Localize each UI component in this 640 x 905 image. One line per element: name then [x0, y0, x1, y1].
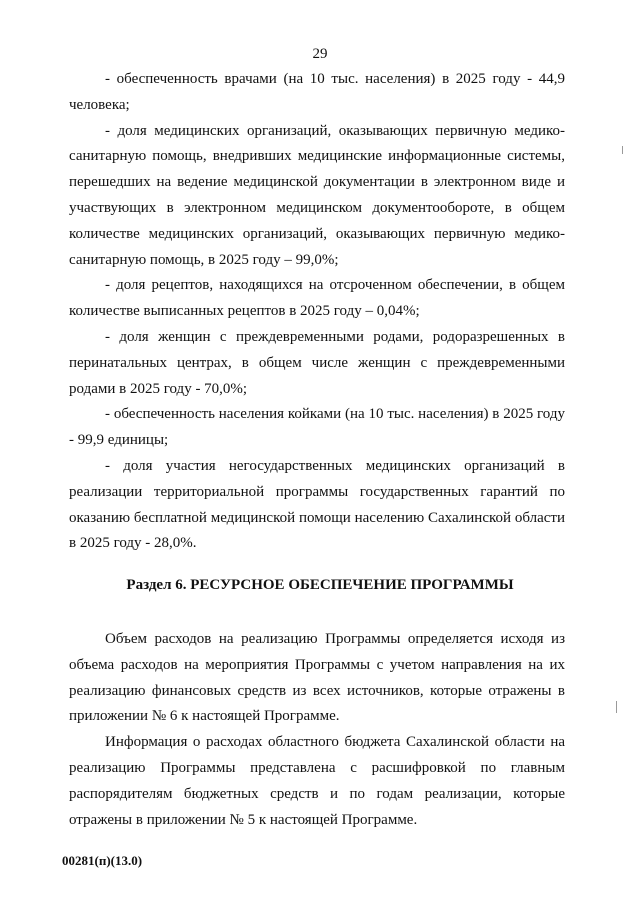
list-item: - обеспеченность населения койками (на 10 тыс. населения) в 2025 году - 99,9 единицы;: [69, 406, 565, 449]
list-item: - доля медицинских организаций, оказывающих первичную медико-санитарную помощь, внедривших медицинские информационные системы, перешедших на ведение медицинской документации в электронном виде и участвующих в электронном медицинском документообороте, в общем количестве медицинских организаций, оказывающих первичную медико-санитарную помощь, в 2025 году – 99,0%;: [69, 122, 565, 268]
list-item: - доля участия негосударственных медицинских организаций в реализации территориальной программы государственных гарантий по оказанию бесплатной медицинской помощи населению Сахалинской области в 2025 году - 28,0%.: [69, 457, 565, 552]
scan-mark: [616, 701, 617, 713]
list-item: - обеспеченность врачами (на 10 тыс. населения) в 2025 году - 44,9 человека;: [69, 71, 565, 113]
scan-mark: [622, 146, 623, 154]
page-number: 29: [312, 46, 328, 62]
list-item: - доля рецептов, находящихся на отсроченном обеспечении, в общем количестве выписанных рецептов в 2025 году – 0,04%;: [69, 277, 565, 320]
section-body: [69, 627, 565, 833]
list-item: - доля женщин с преждевременными родами, родоразрешенных в перинатальных центрах, в общем числе женщин с преждевременными родами в 2025 году - 70,0%;: [69, 328, 565, 397]
paragraph: Информация о расходах областного бюджета Сахалинской области на реализацию Программы представлена с расшифровкой по главным распорядителям бюджетных средств и по годам реализации, которые отражены в приложении № 5 к настоящей Программе.: [69, 734, 565, 828]
document-code: 00281(п)(13.0): [62, 853, 143, 868]
section-title: Раздел 6. РЕСУРСНОЕ ОБЕСПЕЧЕНИЕ ПРОГРАММЫ: [126, 577, 514, 593]
indicator-list: [69, 67, 565, 557]
paragraph: Объем расходов на реализацию Программы определяется исходя из объема расходов на мероприятия Программы с учетом направления на их реализацию финансовых средств из всех источников, которые отражены в приложении № 6 к настоящей Программе.: [69, 631, 565, 725]
